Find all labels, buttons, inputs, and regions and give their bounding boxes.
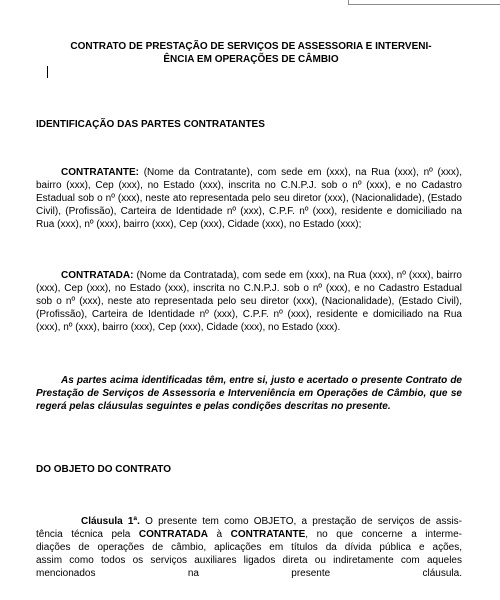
section-heading-object: DO OBJETO DO CONTRATO — [36, 464, 172, 475]
title-line-2: ÊNCIA EM OPERAÇÕES DE CÂMBIO — [46, 53, 456, 78]
contratada-text: (Nome da Contratada), com sede em (xxx), na Rua (xxx), nº (xxx), bairro (xxx), Cep (xxx), no Estado (xxx), inscrita no C.N.P.J. sob o nº (xxx), e no Cadastro Estadual sob o nº (xxx), neste ato representada pelo seu diretor (xxx), (Nacionalidade), (Estado Civil), (Profissão), Carteira de Identidade nº (xxx), C.P.F. nº (xxx), residente e domiciliado na Rua (xxx), nº (xxx), bairro (xxx), Cep (xxx), Cidade (xxx), no Estado (xxx). — [36, 270, 462, 333]
clause-1-line-4: assim como todos os serviços auxiliares ligados direta ou indiretamente com aqueles — [36, 555, 462, 566]
agreement-paragraph: As partes acima identificadas têm, entre si, justo e acertado o presente Contrato de Prestação de Serviços de Assessoria e Interveniência em Operações de Câmbio, que se regerá pelas cláusulas seguintes e pelas condições descritas no presente. — [36, 375, 462, 412]
contratante-text: (Nome da Contratante), com sede em (xxx), na Rua (xxx), nº (xxx), bairro (xxx), Cep (xxx), no Estado (xxx), inscrita no C.N.P.J. sob o nº (xxx), e no Cadastro Estadual sob o nº (xxx), neste ato representada pelo seu diretor (xxx), (Nacionalidade), (Estado Civil), (Profissão), Carteira de Identidade nº (xxx), C.P.F. nº (xxx), residente e domiciliado na Rua (xxx), nº (xxx), bairro (xxx), Cep (xxx), Cidade (xxx), no Estado (xxx); — [36, 167, 462, 230]
clause-1-paragraph — [36, 515, 462, 580]
clause-1-line-5: mencionados na presente cláusula. — [36, 568, 462, 579]
contratante-paragraph — [36, 166, 462, 231]
window-frame-edge — [348, 0, 500, 5]
clause-1-line-2: tência técnica pela CONTRATADA à CONTRATANTE, no que concerne a interme- — [36, 529, 462, 540]
text-cursor — [47, 66, 48, 78]
contratante-label: CONTRATANTE: — [61, 167, 139, 178]
clause-1-line-1: Cláusula 1ª. O presente tem como OBJETO, a prestação de serviços de assis- — [81, 516, 462, 527]
document-title — [46, 40, 456, 78]
clause-1-line-3: diações de operações de câmbio, aplicações em títulos da dívida pública e ações, — [36, 542, 462, 553]
contratada-label: CONTRATADA: — [61, 270, 134, 281]
title-line-1: CONTRATO DE PRESTAÇÃO DE SERVIÇOS DE ASSESSORIA E INTERVENI- — [70, 41, 432, 52]
clause-1-label: Cláusula 1ª. — [81, 516, 140, 527]
contratada-paragraph — [36, 269, 462, 334]
section-heading-parties: IDENTIFICAÇÃO DAS PARTES CONTRATANTES — [36, 119, 265, 130]
